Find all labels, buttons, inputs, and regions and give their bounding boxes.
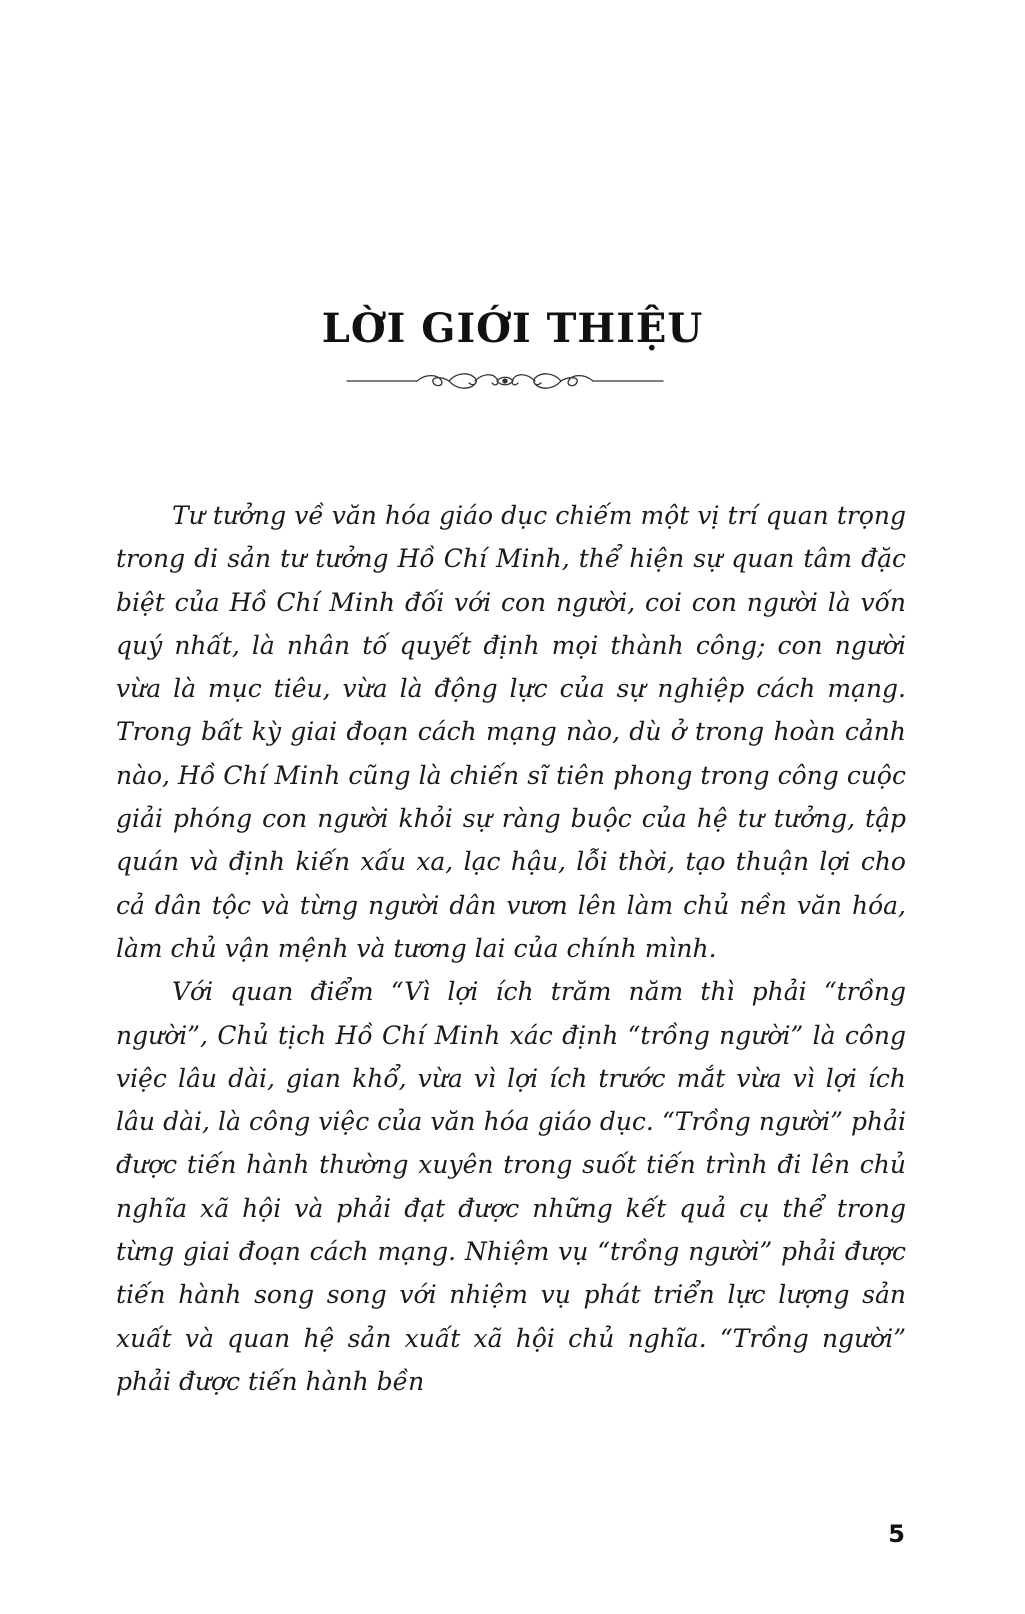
page-title: LỜI GIỚI THIỆU xyxy=(321,305,704,352)
flourish-divider-icon xyxy=(345,368,665,394)
paragraph-1: Tư tưởng về văn hóa giáo dục chiếm một vị trí quan trọng trong di sản tư tưởng Hồ Chí Minh, thể hiện sự quan tâm đặc biệt của Hồ Chí Minh đối với con người, coi con người là vốn quý nhất, là nhân tố quyết định mọi thành công; con người vừa là mục tiêu, vừa là động lực của sự nghiệp cách mạng. Trong bất kỳ giai đoạn cách mạng nào, dù ở trong hoàn cảnh nào, Hồ Chí Minh cũng là chiến sĩ tiên phong trong công cuộc giải phóng con người khỏi sự ràng buộc của hệ tư tưởng, tập quán và định kiến xấu xa, lạc hậu, lỗi thời, tạo thuận lợi cho cả dân tộc và từng người dân vươn lên làm chủ nền văn hóa, làm chủ vận mệnh và tương lai của chính mình. xyxy=(116,501,906,963)
introduction-text xyxy=(116,494,906,1403)
paragraph-2: Với quan điểm “Vì lợi ích trăm năm thì phải “trồng người”, Chủ tịch Hồ Chí Minh xác định “trồng người” là công việc lâu dài, gian khổ, vừa vì lợi ích trước mắt vừa vì lợi ích lâu dài, là công việc của văn hóa giáo dục. “Trồng người” phải được tiến hành thường xuyên trong suốt tiến trình đi lên chủ nghĩa xã hội và phải đạt được những kết quả cụ thể trong từng giai đoạn cách mạng. Nhiệm vụ “trồng người” phải được tiến hành song song với nhiệm vụ phát triển lực lượng sản xuất và quan hệ sản xuất xã hội chủ nghĩa. “Trồng người” phải được tiến hành bền xyxy=(116,977,906,1396)
page-number: 5 xyxy=(888,1520,905,1548)
